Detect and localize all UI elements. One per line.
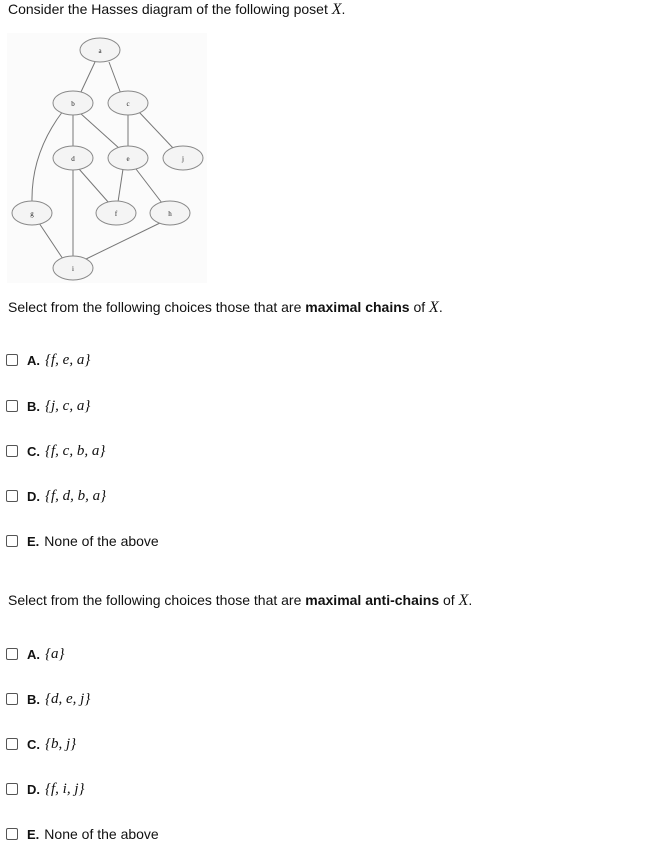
- node-label-d: d: [71, 155, 75, 163]
- q2-prompt-bold: maximal anti-chains: [305, 592, 440, 608]
- q2-variable: X: [458, 592, 469, 609]
- q1-option-d-checkbox[interactable]: [6, 490, 18, 502]
- q2-period: .: [468, 592, 473, 608]
- question2-prompt: [8, 592, 472, 610]
- q2-option-b-text: {d, e, j}: [45, 690, 91, 707]
- q2-option-a-checkbox[interactable]: [6, 648, 18, 660]
- node-label-b: b: [71, 100, 75, 108]
- q2-option-e-letter: E.: [27, 826, 40, 842]
- q1-option-b-checkbox[interactable]: [6, 400, 18, 412]
- q1-prompt-bold: maximal chains: [305, 299, 410, 315]
- edge-d-f: [79, 169, 109, 203]
- q1-option-e-letter: E.: [27, 533, 40, 549]
- q1-option-c-letter: C.: [27, 443, 40, 459]
- q2-option-e-checkbox[interactable]: [6, 828, 18, 840]
- edge-g-i: [39, 223, 63, 259]
- q1-prompt-after: of: [413, 299, 426, 315]
- edge-e-h: [136, 169, 162, 203]
- q1-option-a-letter: A.: [27, 352, 40, 368]
- node-label-f: f: [114, 210, 118, 218]
- intro-variable: X: [331, 1, 342, 18]
- question1-prompt: [8, 299, 443, 317]
- q1-option-b-letter: B.: [27, 398, 40, 414]
- intro-text: [8, 1, 345, 19]
- q2-option-d[interactable]: [6, 779, 85, 799]
- q1-option-d-text: {f, d, b, a}: [45, 487, 107, 504]
- q1-option-e-checkbox[interactable]: [6, 535, 18, 547]
- q2-option-a-letter: A.: [27, 646, 40, 662]
- hasse-nodes: [12, 38, 203, 280]
- node-label-i: i: [72, 265, 74, 273]
- edge-c-j: [139, 112, 173, 148]
- edge-h-i: [84, 222, 162, 260]
- q2-option-c-letter: C.: [27, 736, 40, 752]
- q2-option-e-text: None of the above: [44, 826, 159, 842]
- edge-a-c: [109, 62, 121, 94]
- q1-period: .: [438, 299, 443, 315]
- hasse-diagram: [7, 33, 207, 283]
- q2-option-a-text: {a}: [45, 645, 65, 662]
- q2-option-b[interactable]: [6, 689, 90, 709]
- q2-option-a[interactable]: [6, 644, 65, 664]
- intro-sentence: Consider the Hasses diagram of the following poset: [8, 1, 328, 17]
- q2-prompt-text: Select from the following choices those that are: [8, 592, 302, 608]
- q2-option-b-checkbox[interactable]: [6, 693, 18, 705]
- node-label-a: a: [98, 47, 102, 55]
- node-label-c: c: [126, 100, 130, 108]
- q1-option-c-text: {f, c, b, a}: [45, 442, 106, 459]
- hasse-diagram-svg: [7, 33, 207, 283]
- q1-option-e-text: None of the above: [44, 533, 159, 549]
- edge-b-e: [80, 113, 120, 149]
- node-label-e: e: [126, 155, 130, 163]
- q1-option-c[interactable]: [6, 441, 105, 461]
- node-label-j: j: [182, 155, 184, 163]
- q1-option-a[interactable]: [6, 350, 90, 370]
- edge-e-f: [118, 169, 123, 202]
- q1-option-d[interactable]: [6, 486, 106, 506]
- q1-prompt-text: Select from the following choices those that are: [8, 299, 302, 315]
- q1-option-e[interactable]: [6, 531, 159, 551]
- q1-option-b-text: {j, c, a}: [45, 397, 91, 414]
- q1-option-a-checkbox[interactable]: [6, 354, 18, 366]
- q2-option-e[interactable]: [6, 824, 159, 844]
- q2-option-c[interactable]: [6, 734, 76, 754]
- q2-option-d-letter: D.: [27, 781, 40, 797]
- q1-option-d-letter: D.: [27, 488, 40, 504]
- q1-option-b[interactable]: [6, 396, 90, 416]
- edge-a-b: [80, 62, 95, 94]
- q1-variable: X: [429, 299, 439, 316]
- q1-option-a-text: {f, e, a}: [45, 351, 91, 368]
- q2-option-c-text: {b, j}: [45, 735, 77, 752]
- q2-prompt-after: of: [443, 592, 455, 608]
- node-label-g: g: [30, 210, 34, 218]
- q2-option-d-checkbox[interactable]: [6, 783, 18, 795]
- intro-period: .: [341, 1, 346, 17]
- q1-option-c-checkbox[interactable]: [6, 445, 18, 457]
- q2-option-d-text: {f, i, j}: [45, 780, 85, 797]
- q2-option-b-letter: B.: [27, 691, 40, 707]
- node-label-h: h: [168, 210, 172, 218]
- q2-option-c-checkbox[interactable]: [6, 738, 18, 750]
